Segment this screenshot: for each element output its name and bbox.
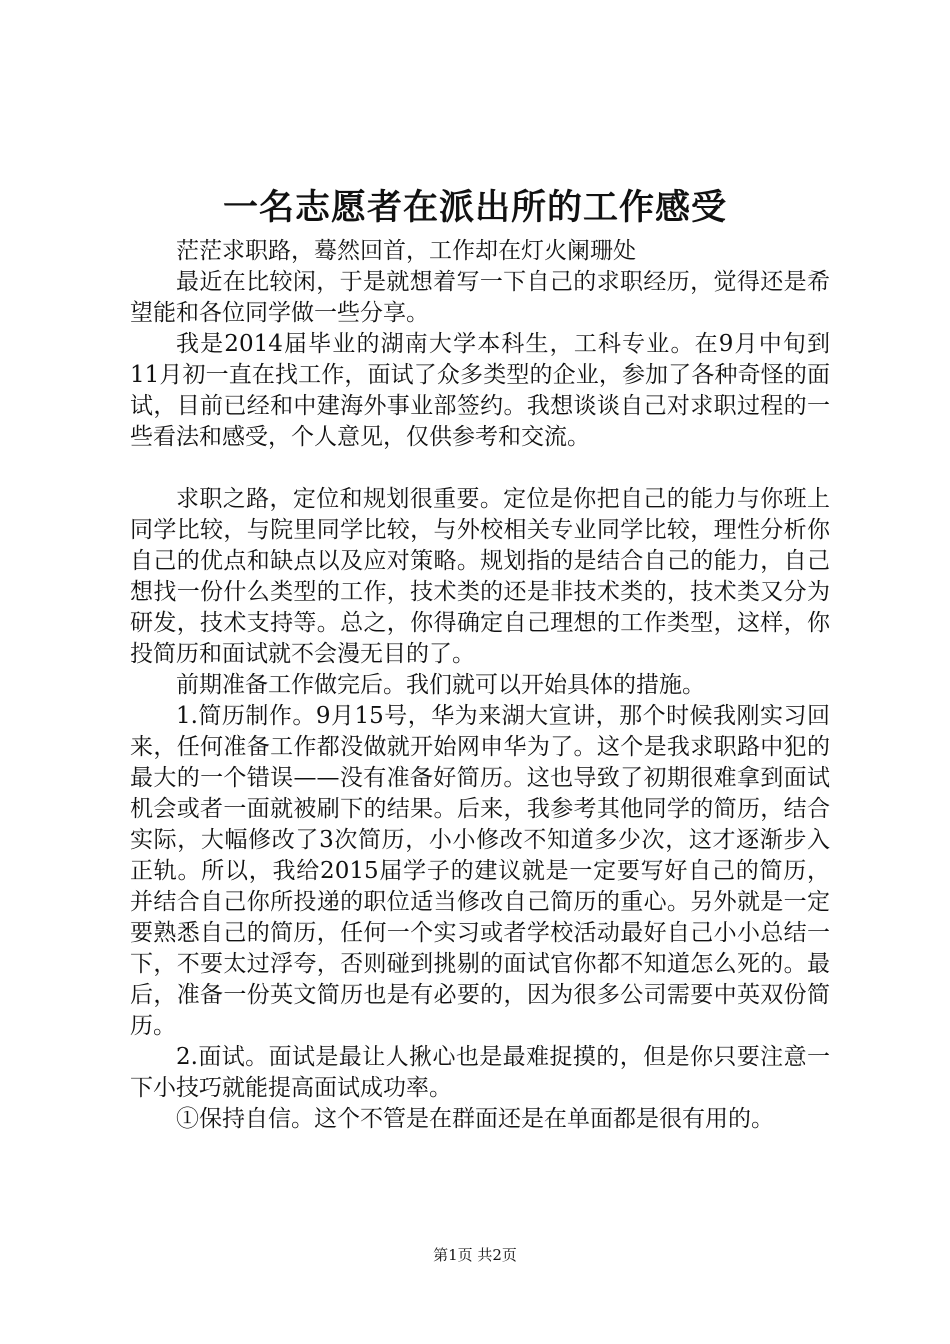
page-footer: 第1页 共2页: [433, 1246, 517, 1264]
paragraph-background: 我是2014届毕业的湖南大学本科生，工科专业。在9月中旬到11月初一直在找工作，面试了众多类型的企业，参加了各种奇怪的面试，目前已经和中建海外事业部签约。我想谈谈自己对求职过程的一些看法和感受，个人意见，仅供参考和交流。: [130, 331, 830, 450]
paragraph-positioning: 求职之路，定位和规划很重要。定位是你把自己的能力与你班上同学比较，与院里同学比较，与外校相关专业同学比较，理性分析你自己的优点和缺点以及应对策略。规划指的是结合自己的能力，自己想找一份什么类型的工作，技术类的还是非技术类的，技术类又分为研发，技术支持等。总之，你得确定自己理想的工作类型，这样，你投简历和面试就不会漫无目的了。: [130, 486, 830, 667]
document-title: 一名志愿者在派出所的工作感受: [222, 187, 727, 228]
paragraph-preparation: 前期准备工作做完后。我们就可以开始具体的措施。: [176, 672, 705, 698]
paragraph-confidence: ①保持自信。这个不管是在群面还是在单面都是很有用的。: [176, 1106, 774, 1132]
paragraph-resume: 1.简历制作。9月15号，华为来湖大宣讲，那个时候我刚实习回来，任何准备工作都没做就开始网申华为了。这个是我求职路中犯的最大的一个错误——没有准备好简历。这也导致了初期很难拿到面试机会或者一面就被刷下的结果。后来，我参考其他同学的简历，结合实际，大幅修改了3次简历，小小修改不知道多少次，这才逐渐步入正轨。所以，我给2015届学子的建议就是一定要写好自己的简历，并结合自己你所投递的职位适当修改自己简历的重心。另外就是一定要熟悉自己的简历，任何一个实习或者学校活动最好自己小小总结一下，不要太过浮夸，否则碰到挑剔的面试官你都不知道怎么死的。最后，准备一份英文简历也是有必要的，因为很多公司需要中英双份简历。: [130, 703, 830, 1039]
paragraph-interview: 2.面试。面试是最让人揪心也是最难捉摸的，但是你只要注意一下小技巧就能提高面试成功率。: [130, 1044, 830, 1101]
paragraph-spacer: [130, 453, 830, 484]
paragraph-subtitle: 茫茫求职路，蓦然回首，工作却在灯火阑珊处: [176, 238, 636, 264]
document-body: [130, 236, 830, 1135]
paragraph-intro: 最近在比较闲，于是就想着写一下自己的求职经历，觉得还是希望能和各位同学做一些分享。: [130, 269, 830, 326]
